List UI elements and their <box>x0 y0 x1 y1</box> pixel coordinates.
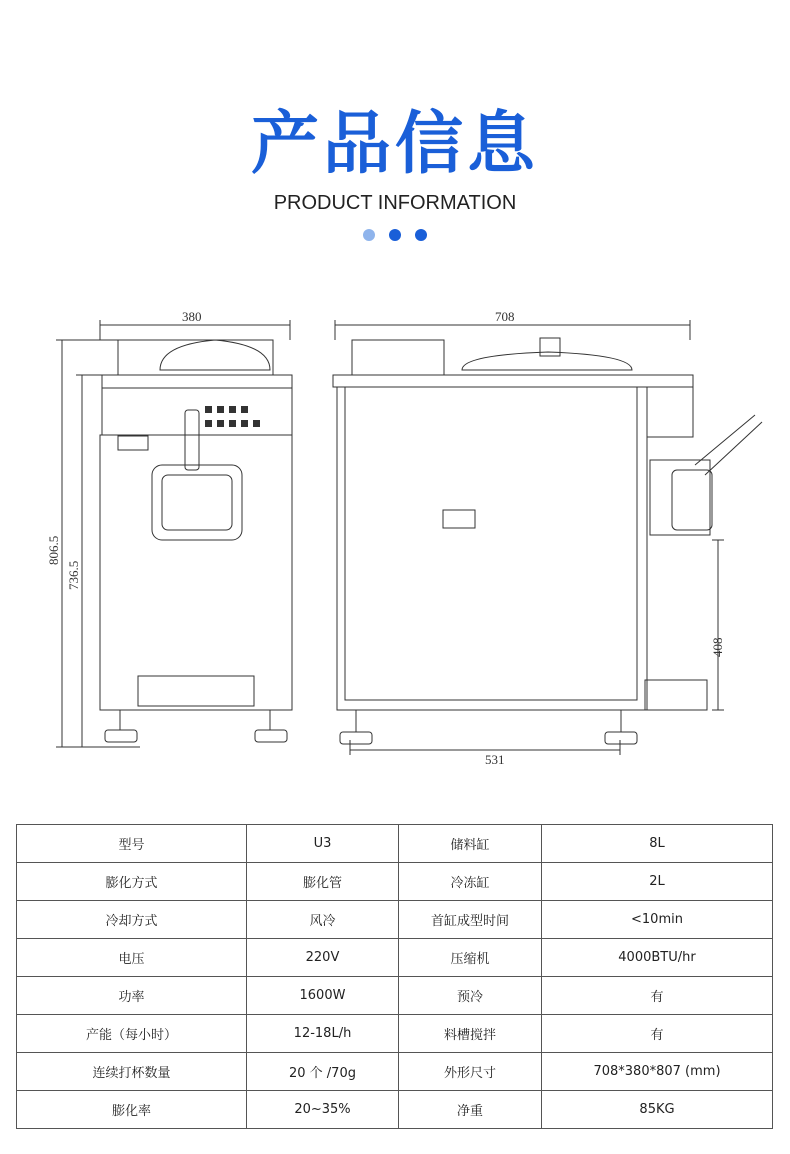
spec-label-cell: 净重 <box>399 1091 542 1129</box>
dim-front-width: 380 <box>182 309 202 324</box>
spec-value-cell: 8L <box>542 825 773 863</box>
spec-label-cell: 预冷 <box>399 977 542 1015</box>
spec-value-cell: 20~35% <box>247 1091 399 1129</box>
spec-value-cell: 风冷 <box>247 901 399 939</box>
spec-value-cell: 1600W <box>247 977 399 1015</box>
spec-value-cell: <10min <box>542 901 773 939</box>
spec-label-cell: 产能（每小时） <box>17 1015 247 1053</box>
spec-label-cell: 冷冻缸 <box>399 863 542 901</box>
spec-value-cell: U3 <box>247 825 399 863</box>
table-row <box>17 901 773 939</box>
dim-side-width: 708 <box>495 309 515 324</box>
dim-body-height: 736.5 <box>66 560 81 590</box>
spec-label-cell: 电压 <box>17 939 247 977</box>
spec-label-cell: 外形尺寸 <box>399 1053 542 1091</box>
decorative-dots <box>0 229 790 241</box>
dot-2 <box>389 229 401 241</box>
spec-label-cell: 储料缸 <box>399 825 542 863</box>
table-row <box>17 977 773 1015</box>
spec-table-body <box>17 825 773 1129</box>
spec-label-cell: 膨化率 <box>17 1091 247 1129</box>
spec-label-cell: 首缸成型时间 <box>399 901 542 939</box>
spec-label-cell: 连续打杯数量 <box>17 1053 247 1091</box>
spec-value-cell: 85KG <box>542 1091 773 1129</box>
spec-value-cell: 20 个 /70g <box>247 1053 399 1091</box>
table-row <box>17 1053 773 1091</box>
dim-tray-height: 408 <box>710 637 725 657</box>
spec-value-cell: 708*380*807 (mm) <box>542 1053 773 1091</box>
spec-table <box>16 824 773 1129</box>
table-row <box>17 1091 773 1129</box>
spec-label-cell: 型号 <box>17 825 247 863</box>
dot-1 <box>363 229 375 241</box>
spec-label-cell: 冷却方式 <box>17 901 247 939</box>
spec-value-cell: 有 <box>542 977 773 1015</box>
spec-label-cell: 功率 <box>17 977 247 1015</box>
spec-label-cell: 膨化方式 <box>17 863 247 901</box>
dot-3 <box>415 229 427 241</box>
spec-value-cell: 膨化管 <box>247 863 399 901</box>
spec-label-cell: 料槽搅拌 <box>399 1015 542 1053</box>
table-row <box>17 825 773 863</box>
table-row <box>17 939 773 977</box>
spec-value-cell: 220V <box>247 939 399 977</box>
page-subtitle: PRODUCT INFORMATION <box>273 192 517 214</box>
dim-total-height: 806.5 <box>46 535 61 565</box>
table-row <box>17 1015 773 1053</box>
table-row <box>17 863 773 901</box>
spec-value-cell: 4000BTU/hr <box>542 939 773 977</box>
spec-value-cell: 有 <box>542 1015 773 1053</box>
spec-value-cell: 12-18L/h <box>247 1015 399 1053</box>
dim-base-width: 531 <box>485 752 505 767</box>
spec-value-cell: 2L <box>542 863 773 901</box>
machine-technical-drawing <box>0 300 790 780</box>
spec-label-cell: 压缩机 <box>399 939 542 977</box>
page-title: 产品信息 <box>250 105 539 184</box>
